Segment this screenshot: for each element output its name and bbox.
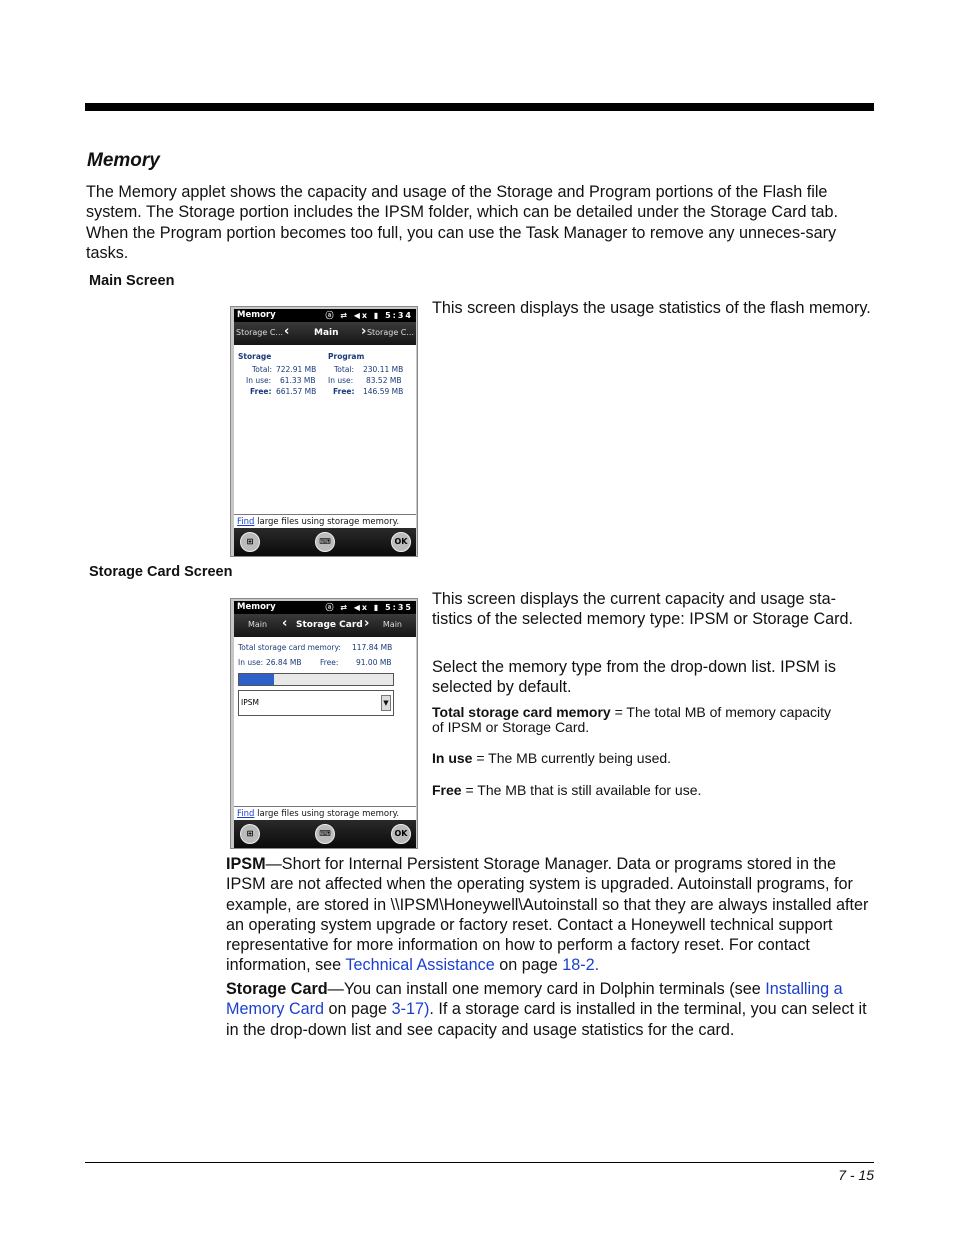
storage-total-label: Total: <box>252 365 273 374</box>
storage-card-heading: Storage Card Screen <box>89 564 233 580</box>
storage-card-text-3: . If a storage card is installed in the terminal, you can select it in the drop-down list and see capacity and usage statistics for the card. <box>226 1000 867 1039</box>
battery-icon: ▮ <box>373 603 381 612</box>
dropdown-value: IPSM <box>241 698 259 707</box>
storage-card-term: Storage Card <box>226 980 328 998</box>
ipsm-text-2: on page <box>494 956 563 975</box>
free-value: 91.00 MB <box>356 658 392 667</box>
storage-total-value: 722.91 MB <box>276 365 317 374</box>
ipsm-paragraph <box>226 854 874 976</box>
top-rule <box>85 103 874 111</box>
chevron-left-icon[interactable]: ‹ <box>284 324 290 339</box>
page-3-17-link[interactable]: 3-17) <box>391 1000 430 1019</box>
tab-nav[interactable] <box>234 614 416 637</box>
program-inuse-label: In use: <box>328 376 354 385</box>
find-link[interactable]: Find <box>237 809 255 819</box>
storage-card-text-1: —You can install one memory card in Dolphin terminals (see <box>327 980 766 998</box>
keyboard-icon[interactable]: ⌨ <box>315 532 335 552</box>
program-total-value: 230.11 MB <box>363 365 404 374</box>
tab-next-label[interactable]: Main <box>382 620 402 629</box>
section-title: Memory <box>87 150 160 171</box>
sync-icon: ⇄ <box>340 311 349 320</box>
definition-inuse <box>432 751 832 766</box>
clock: 5:34 <box>385 311 413 320</box>
keyboard-a-icon: ⓐ <box>325 603 336 612</box>
chevron-right-icon[interactable]: › <box>361 324 367 339</box>
definition-free <box>432 783 832 798</box>
tab-next-label[interactable]: Storage C... <box>366 328 414 337</box>
inuse-value: 26.84 MB <box>266 658 302 667</box>
find-text: large files using storage memory. <box>254 809 400 819</box>
status-icons <box>325 309 413 322</box>
program-total-label: Total: <box>334 365 355 374</box>
program-inuse-value: 83.52 MB <box>366 376 402 385</box>
storage-free-label: Free: <box>250 387 272 396</box>
memory-type-dropdown[interactable] <box>238 690 394 716</box>
dropdown-arrow-icon[interactable]: ▼ <box>381 695 391 711</box>
free-label: Free: <box>320 658 339 667</box>
tab-prev-label[interactable]: Main <box>248 620 268 629</box>
tab-nav[interactable] <box>234 322 416 345</box>
windows-start-icon[interactable]: ⊞ <box>240 824 260 844</box>
definition-total-term: Total storage card memory <box>432 704 611 720</box>
ipsm-term: IPSM <box>226 855 266 873</box>
memory-stats <box>234 345 416 514</box>
definition-free-text: = The MB that is still available for use. <box>461 782 702 798</box>
total-card-label: Total storage card memory: <box>238 643 341 652</box>
app-title: Memory <box>237 602 276 612</box>
page-18-2-link[interactable]: 18-2. <box>562 956 600 975</box>
storage-card-stats <box>234 637 416 806</box>
chevron-left-icon[interactable]: ‹ <box>282 616 288 631</box>
storage-free-value: 661.57 MB <box>276 387 317 396</box>
storage-card-description-2: Select the memory type from the drop-down list. IPSM is selected by default. <box>432 658 836 697</box>
storage-label: Storage <box>238 352 272 361</box>
definition-total <box>432 705 832 735</box>
app-title: Memory <box>237 310 276 320</box>
program-free-value: 146.59 MB <box>363 387 404 396</box>
main-screen-description: This screen displays the usage statistics of the flash memory. <box>432 299 871 317</box>
tab-current-label: Storage Card <box>296 620 363 630</box>
definition-free-term: Free <box>432 782 462 798</box>
definition-inuse-term: In use <box>432 750 473 766</box>
main-screen-screenshot <box>230 306 418 557</box>
tab-prev-label[interactable]: Storage C... <box>236 328 284 337</box>
speaker-muted-icon: ◀x <box>353 311 370 320</box>
find-files-bar <box>234 514 416 529</box>
storage-inuse-value: 61.33 MB <box>280 376 316 385</box>
page-number: 7 - 15 <box>838 1167 874 1183</box>
storage-card-description-1: This screen displays the current capacity and usage sta-tistics of the selected memory type: IPSM or Storage Card. <box>432 590 854 629</box>
definition-total-text: = The total MB of memory capacity of IPSM or Storage Card. <box>432 704 832 735</box>
ok-button[interactable]: OK <box>391 532 411 552</box>
bottom-rule <box>85 1162 874 1163</box>
total-card-value: 117.84 MB <box>352 643 393 652</box>
storage-card-screenshot <box>230 598 418 849</box>
sync-icon: ⇄ <box>340 603 349 612</box>
clock: 5:35 <box>385 603 413 612</box>
find-files-bar <box>234 806 416 821</box>
windows-start-icon[interactable]: ⊞ <box>240 532 260 552</box>
installing-memory-card-link[interactable]: Installing a Memory Card <box>226 980 843 1019</box>
speaker-muted-icon: ◀x <box>353 603 370 612</box>
storage-inuse-label: In use: <box>246 376 272 385</box>
program-label: Program <box>328 352 365 361</box>
storage-card-text-2: on page <box>324 1000 392 1019</box>
intro-paragraph: The Memory applet shows the capacity and usage of the Storage and Program portions of the Flash file system. The Storage portion includes the IPSM folder, which can be detailed under the Storage Card tab. When the Program portion becomes too full, you can use the Task Manager to remove any unneces-sary tasks. <box>86 183 838 262</box>
status-icons <box>325 601 413 614</box>
technical-assistance-link[interactable]: Technical Assistance <box>345 956 495 975</box>
keyboard-a-icon: ⓐ <box>325 311 336 320</box>
ipsm-text-1: —Short for Internal Persistent Storage Manager. Data or programs stored in the IPSM are not affected when the operating system is upgraded. Autoinstall programs, for example, are stored in \\IPSM\Honeywell\Autoinstall so that they are always installed after an operating system upgrade or factory reset. Contact a Honeywell technical support representative for more information on how to perform a factory reset. For contact information, see <box>226 855 869 975</box>
main-screen-heading: Main Screen <box>89 273 175 289</box>
storage-card-paragraph <box>226 979 874 1040</box>
find-text: large files using storage memory. <box>254 517 400 527</box>
status-bar <box>234 601 416 614</box>
definition-inuse-text: = The MB currently being used. <box>472 750 672 766</box>
status-bar <box>234 309 416 322</box>
soft-key-bar <box>234 820 416 848</box>
soft-key-bar <box>234 528 416 556</box>
keyboard-icon[interactable]: ⌨ <box>315 824 335 844</box>
chevron-right-icon[interactable]: › <box>364 616 370 631</box>
find-link[interactable]: Find <box>237 517 255 527</box>
tab-current-label: Main <box>314 328 339 338</box>
ok-button[interactable]: OK <box>391 824 411 844</box>
program-free-label: Free: <box>333 387 355 396</box>
battery-icon: ▮ <box>373 311 381 320</box>
usage-progress-bar <box>238 673 394 686</box>
usage-progress-fill <box>239 674 274 685</box>
inuse-label: In use: <box>238 658 264 667</box>
